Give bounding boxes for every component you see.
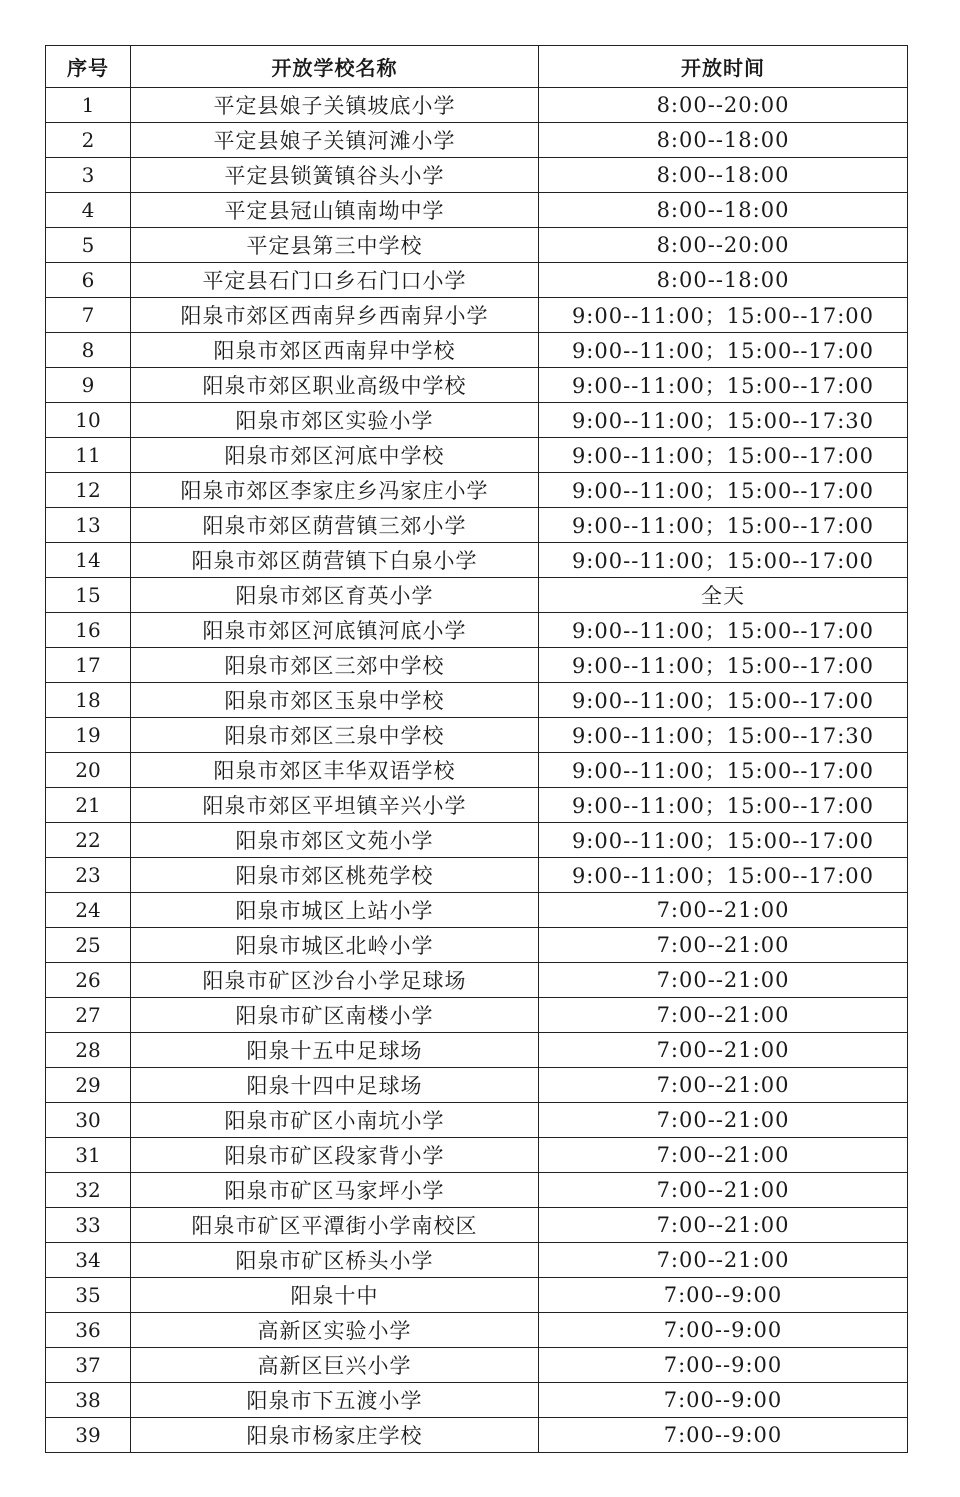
opening-hours: 7:00--9:00 <box>539 1348 908 1383</box>
opening-hours: 9:00--11:00；15:00--17:00 <box>539 543 908 578</box>
school-name: 阳泉市城区北岭小学 <box>131 928 539 963</box>
row-number: 22 <box>46 823 131 858</box>
school-name: 阳泉市郊区育英小学 <box>131 578 539 613</box>
table-row <box>46 1418 908 1453</box>
opening-hours: 9:00--11:00；15:00--17:00 <box>539 683 908 718</box>
school-name: 阳泉十中 <box>131 1278 539 1313</box>
row-number: 38 <box>46 1383 131 1418</box>
opening-hours: 7:00--21:00 <box>539 1033 908 1068</box>
school-opening-table <box>45 45 908 1453</box>
row-number: 4 <box>46 193 131 228</box>
opening-hours: 7:00--9:00 <box>539 1278 908 1313</box>
opening-hours: 7:00--9:00 <box>539 1383 908 1418</box>
opening-hours: 7:00--21:00 <box>539 1068 908 1103</box>
row-number: 33 <box>46 1208 131 1243</box>
header-opening-hours: 开放时间 <box>539 46 908 88</box>
school-name: 阳泉市矿区平潭街小学南校区 <box>131 1208 539 1243</box>
school-name: 阳泉市矿区桥头小学 <box>131 1243 539 1278</box>
table-row <box>46 718 908 753</box>
table-row <box>46 613 908 648</box>
opening-hours: 9:00--11:00；15:00--17:00 <box>539 473 908 508</box>
table-row <box>46 893 908 928</box>
row-number: 23 <box>46 858 131 893</box>
row-number: 5 <box>46 228 131 263</box>
row-number: 1 <box>46 88 131 123</box>
school-name: 阳泉市下五渡小学 <box>131 1383 539 1418</box>
table-row <box>46 998 908 1033</box>
school-name: 阳泉市矿区南楼小学 <box>131 998 539 1033</box>
school-name: 阳泉市城区上站小学 <box>131 893 539 928</box>
school-name: 阳泉十五中足球场 <box>131 1033 539 1068</box>
table-row <box>46 88 908 123</box>
opening-hours: 9:00--11:00；15:00--17:00 <box>539 438 908 473</box>
opening-hours: 7:00--21:00 <box>539 1173 908 1208</box>
school-name: 平定县石门口乡石门口小学 <box>131 263 539 298</box>
school-name: 阳泉市郊区荫营镇下白泉小学 <box>131 543 539 578</box>
row-number: 36 <box>46 1313 131 1348</box>
table-row <box>46 473 908 508</box>
school-name: 阳泉市郊区西南舁中学校 <box>131 333 539 368</box>
table-body <box>46 88 908 1453</box>
opening-hours: 9:00--11:00；15:00--17:00 <box>539 648 908 683</box>
table-header-row <box>46 46 908 88</box>
opening-hours: 9:00--11:00；15:00--17:30 <box>539 718 908 753</box>
school-name: 平定县娘子关镇坡底小学 <box>131 88 539 123</box>
opening-hours: 7:00--21:00 <box>539 963 908 998</box>
opening-hours: 7:00--21:00 <box>539 928 908 963</box>
table-row <box>46 1173 908 1208</box>
row-number: 10 <box>46 403 131 438</box>
table-row <box>46 1243 908 1278</box>
opening-hours: 9:00--11:00；15:00--17:00 <box>539 788 908 823</box>
opening-hours: 8:00--18:00 <box>539 263 908 298</box>
school-name: 阳泉市矿区段家背小学 <box>131 1138 539 1173</box>
opening-hours: 9:00--11:00；15:00--17:00 <box>539 858 908 893</box>
row-number: 17 <box>46 648 131 683</box>
table-row <box>46 1138 908 1173</box>
row-number: 9 <box>46 368 131 403</box>
table-row <box>46 543 908 578</box>
row-number: 14 <box>46 543 131 578</box>
school-name: 阳泉十四中足球场 <box>131 1068 539 1103</box>
row-number: 2 <box>46 123 131 158</box>
table-row <box>46 193 908 228</box>
table-row <box>46 648 908 683</box>
table-row <box>46 788 908 823</box>
row-number: 35 <box>46 1278 131 1313</box>
table-row <box>46 368 908 403</box>
school-name: 阳泉市郊区平坦镇辛兴小学 <box>131 788 539 823</box>
opening-hours: 8:00--20:00 <box>539 88 908 123</box>
table-row <box>46 1208 908 1243</box>
row-number: 31 <box>46 1138 131 1173</box>
row-number: 8 <box>46 333 131 368</box>
table-row <box>46 1383 908 1418</box>
table-row <box>46 1103 908 1138</box>
header-index: 序号 <box>46 46 131 88</box>
row-number: 7 <box>46 298 131 333</box>
school-name: 阳泉市郊区李家庄乡冯家庄小学 <box>131 473 539 508</box>
table-row <box>46 753 908 788</box>
row-number: 21 <box>46 788 131 823</box>
school-name: 阳泉市郊区西南舁乡西南舁小学 <box>131 298 539 333</box>
row-number: 13 <box>46 508 131 543</box>
row-number: 34 <box>46 1243 131 1278</box>
table-row <box>46 1313 908 1348</box>
opening-hours: 9:00--11:00；15:00--17:00 <box>539 298 908 333</box>
opening-hours: 7:00--21:00 <box>539 1208 908 1243</box>
row-number: 11 <box>46 438 131 473</box>
table-row <box>46 158 908 193</box>
table-row <box>46 823 908 858</box>
opening-hours: 7:00--21:00 <box>539 1243 908 1278</box>
opening-hours: 9:00--11:00；15:00--17:00 <box>539 508 908 543</box>
school-name: 阳泉市郊区玉泉中学校 <box>131 683 539 718</box>
row-number: 19 <box>46 718 131 753</box>
opening-hours: 8:00--18:00 <box>539 158 908 193</box>
row-number: 24 <box>46 893 131 928</box>
row-number: 30 <box>46 1103 131 1138</box>
table-row <box>46 228 908 263</box>
opening-hours: 7:00--21:00 <box>539 893 908 928</box>
school-name: 阳泉市郊区桃苑学校 <box>131 858 539 893</box>
table-row <box>46 928 908 963</box>
opening-hours: 9:00--11:00；15:00--17:00 <box>539 333 908 368</box>
row-number: 28 <box>46 1033 131 1068</box>
table-row <box>46 1033 908 1068</box>
school-name: 阳泉市矿区沙台小学足球场 <box>131 963 539 998</box>
table-row <box>46 1278 908 1313</box>
opening-hours: 9:00--11:00；15:00--17:30 <box>539 403 908 438</box>
row-number: 29 <box>46 1068 131 1103</box>
school-name: 高新区巨兴小学 <box>131 1348 539 1383</box>
table-row <box>46 858 908 893</box>
opening-hours: 8:00--20:00 <box>539 228 908 263</box>
opening-hours: 9:00--11:00；15:00--17:00 <box>539 823 908 858</box>
row-number: 26 <box>46 963 131 998</box>
table-row <box>46 298 908 333</box>
row-number: 15 <box>46 578 131 613</box>
opening-hours: 9:00--11:00；15:00--17:00 <box>539 368 908 403</box>
opening-hours: 8:00--18:00 <box>539 193 908 228</box>
school-name: 平定县冠山镇南坳中学 <box>131 193 539 228</box>
school-name: 高新区实验小学 <box>131 1313 539 1348</box>
opening-hours: 9:00--11:00；15:00--17:00 <box>539 613 908 648</box>
row-number: 32 <box>46 1173 131 1208</box>
table-row <box>46 578 908 613</box>
table-row <box>46 1348 908 1383</box>
school-name: 阳泉市郊区三郊中学校 <box>131 648 539 683</box>
table-row <box>46 963 908 998</box>
table-row <box>46 438 908 473</box>
row-number: 20 <box>46 753 131 788</box>
opening-hours: 7:00--21:00 <box>539 998 908 1033</box>
row-number: 18 <box>46 683 131 718</box>
school-name: 平定县第三中学校 <box>131 228 539 263</box>
opening-hours: 9:00--11:00；15:00--17:00 <box>539 753 908 788</box>
school-name: 阳泉市郊区三泉中学校 <box>131 718 539 753</box>
row-number: 12 <box>46 473 131 508</box>
school-name: 阳泉市杨家庄学校 <box>131 1418 539 1453</box>
school-name: 阳泉市郊区河底中学校 <box>131 438 539 473</box>
opening-hours: 8:00--18:00 <box>539 123 908 158</box>
row-number: 3 <box>46 158 131 193</box>
opening-hours: 7:00--21:00 <box>539 1103 908 1138</box>
opening-hours: 7:00--9:00 <box>539 1418 908 1453</box>
opening-hours: 全天 <box>539 578 908 613</box>
table-row <box>46 508 908 543</box>
row-number: 16 <box>46 613 131 648</box>
school-name: 阳泉市郊区丰华双语学校 <box>131 753 539 788</box>
row-number: 6 <box>46 263 131 298</box>
school-name: 平定县锁簧镇谷头小学 <box>131 158 539 193</box>
table-row <box>46 263 908 298</box>
table-row <box>46 403 908 438</box>
table-row <box>46 123 908 158</box>
row-number: 27 <box>46 998 131 1033</box>
school-name: 阳泉市矿区小南坑小学 <box>131 1103 539 1138</box>
school-name: 阳泉市郊区文苑小学 <box>131 823 539 858</box>
school-name: 阳泉市矿区马家坪小学 <box>131 1173 539 1208</box>
row-number: 37 <box>46 1348 131 1383</box>
opening-hours: 7:00--21:00 <box>539 1138 908 1173</box>
school-name: 阳泉市郊区职业高级中学校 <box>131 368 539 403</box>
school-name: 阳泉市郊区河底镇河底小学 <box>131 613 539 648</box>
header-school-name: 开放学校名称 <box>131 46 539 88</box>
row-number: 39 <box>46 1418 131 1453</box>
school-name: 阳泉市郊区实验小学 <box>131 403 539 438</box>
opening-hours: 7:00--9:00 <box>539 1313 908 1348</box>
table-row <box>46 683 908 718</box>
table-row <box>46 333 908 368</box>
row-number: 25 <box>46 928 131 963</box>
school-name: 平定县娘子关镇河滩小学 <box>131 123 539 158</box>
table-row <box>46 1068 908 1103</box>
school-name: 阳泉市郊区荫营镇三郊小学 <box>131 508 539 543</box>
